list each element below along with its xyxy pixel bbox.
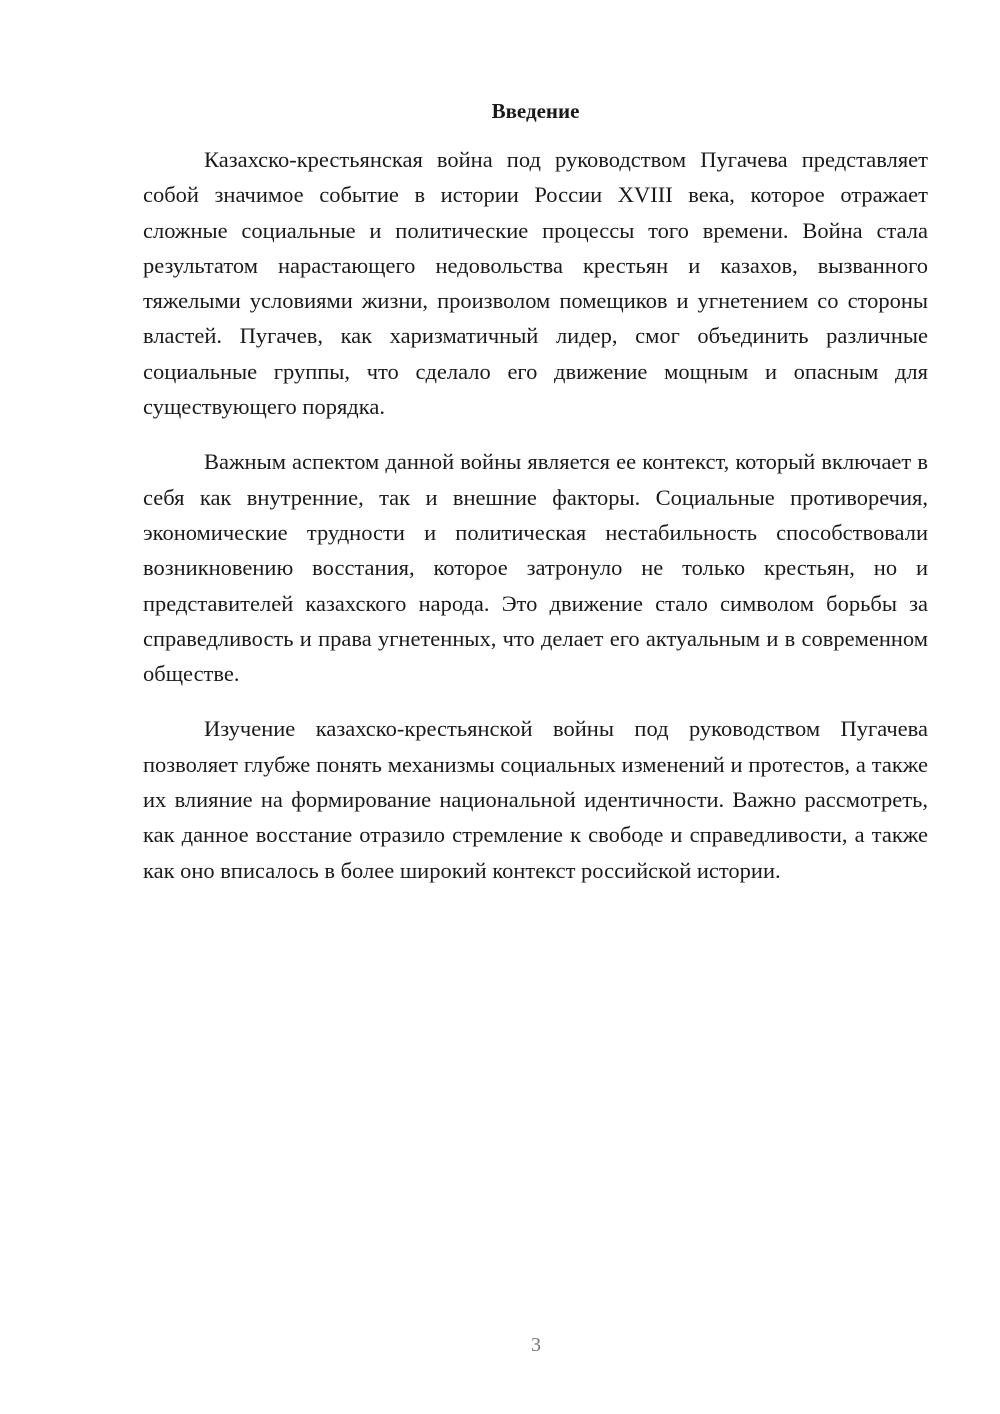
- paragraph-1: Казахско-крестьянская война под руководством Пугачева представляет собой значимое событие в истории России XVIII века, которое отражает сложные социальные и политические процессы того времени. Война стала результатом нарастающего недовольства крестьян и казахов, вызванного тяжелыми условиями жизни, произволом помещиков и угнетением со стороны властей. Пугачев, как харизматичный лидер, смог объединить различные социальные группы, что сделало его движение мощным и опасным для существующего порядка.: [143, 147, 928, 420]
- section-title: Введение: [491, 99, 580, 123]
- page-number: 3: [531, 1334, 541, 1356]
- body-text: [143, 142, 928, 908]
- paragraph-2: Важным аспектом данной войны является ее контекст, который включает в себя как внутренние, так и внешние факторы. Социальные противоречия, экономические трудности и политическая нестабильность способствовали возникновению восстания, которое затронуло не только крестьян, но и представителей казахского народа. Это движение стало символом борьбы за справедливость и права угнетенных, что делает его актуальным и в современном обществе.: [143, 449, 928, 687]
- paragraph-3: Изучение казахско-крестьянской войны под руководством Пугачева позволяет глубже понять механизмы социальных изменений и протестов, а также их влияние на формирование национальной идентичности. Важно рассмотреть, как данное восстание отразило стремление к свободе и справедливости, а также как оно вписалось в более широкий контекст российской истории.: [143, 716, 928, 883]
